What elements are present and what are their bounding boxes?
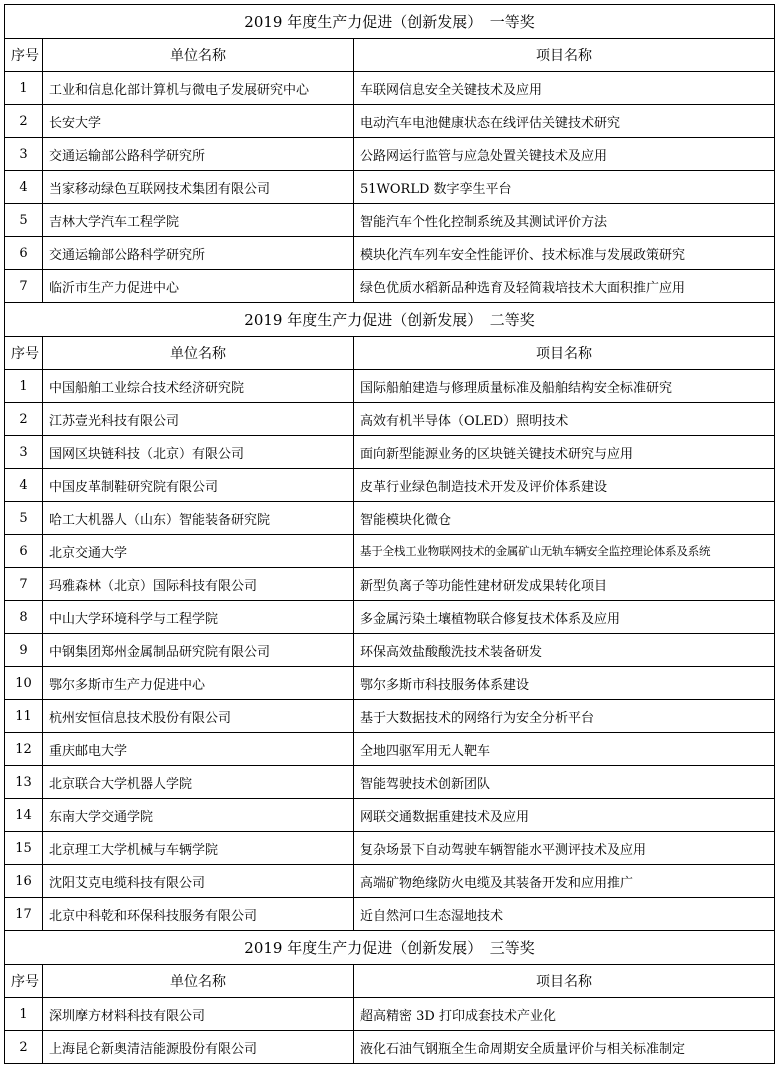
cell-project-name: 多金属污染土壤植物联合修复技术体系及应用 [354, 601, 775, 634]
cell-number: 14 [5, 799, 43, 832]
cell-project-name: 复杂场景下自动驾驶车辆智能水平测评技术及应用 [354, 832, 775, 865]
cell-unit-name: 工业和信息化部计算机与微电子发展研究中心 [43, 72, 354, 105]
cell-number: 2 [5, 403, 43, 436]
table-row [5, 436, 775, 469]
table-row [5, 766, 775, 799]
section-title-row [5, 931, 775, 965]
cell-number: 10 [5, 667, 43, 700]
cell-project-name: 环保高效盐酸酸洗技术装备研发 [354, 634, 775, 667]
cell-unit-name: 杭州安恒信息技术股份有限公司 [43, 700, 354, 733]
header-no: 序号 [5, 39, 43, 72]
cell-unit-name: 哈工大机器人（山东）智能装备研究院 [43, 502, 354, 535]
cell-project-name: 网联交通数据重建技术及应用 [354, 799, 775, 832]
award-document [4, 4, 774, 1064]
cell-number: 4 [5, 171, 43, 204]
cell-number: 1 [5, 998, 43, 1031]
table-row [5, 72, 775, 105]
cell-project-name: 智能汽车个性化控制系统及其测试评价方法 [354, 204, 775, 237]
cell-project-name: 皮革行业绿色制造技术开发及评价体系建设 [354, 469, 775, 502]
header-project: 项目名称 [354, 337, 775, 370]
table-row [5, 370, 775, 403]
cell-number: 11 [5, 700, 43, 733]
cell-number: 6 [5, 535, 43, 568]
section-title-row [5, 5, 775, 39]
table-row [5, 138, 775, 171]
table-row [5, 105, 775, 138]
cell-unit-name: 江苏壹光科技有限公司 [43, 403, 354, 436]
cell-number: 2 [5, 105, 43, 138]
header-unit: 单位名称 [43, 965, 354, 998]
section-title: 2019 年度生产力促进（创新发展） 二等奖 [5, 303, 775, 337]
cell-project-name: 绿色优质水稻新品种选育及轻简栽培技术大面积推广应用 [354, 270, 775, 303]
table-row [5, 998, 775, 1031]
table-row [5, 502, 775, 535]
cell-project-name: 面向新型能源业务的区块链关键技术研究与应用 [354, 436, 775, 469]
table-row [5, 204, 775, 237]
cell-number: 4 [5, 469, 43, 502]
cell-number: 3 [5, 436, 43, 469]
cell-number: 2 [5, 1031, 43, 1064]
cell-project-name: 全地四驱军用无人靶车 [354, 733, 775, 766]
cell-number: 13 [5, 766, 43, 799]
cell-unit-name: 上海昆仑新奥清洁能源股份有限公司 [43, 1031, 354, 1064]
cell-number: 12 [5, 733, 43, 766]
table-row [5, 171, 775, 204]
cell-unit-name: 当家移动绿色互联网技术集团有限公司 [43, 171, 354, 204]
cell-unit-name: 中国皮革制鞋研究院有限公司 [43, 469, 354, 502]
cell-unit-name: 北京联合大学机器人学院 [43, 766, 354, 799]
cell-project-name: 新型负离子等功能性建材研发成果转化项目 [354, 568, 775, 601]
table-row [5, 568, 775, 601]
cell-project-name: 国际船舶建造与修理质量标准及船舶结构安全标准研究 [354, 370, 775, 403]
cell-unit-name: 中山大学环境科学与工程学院 [43, 601, 354, 634]
cell-project-name: 基于全栈工业物联网技术的金属矿山无轨车辆安全监控理论体系及系统 [354, 535, 775, 568]
cell-number: 16 [5, 865, 43, 898]
header-no: 序号 [5, 965, 43, 998]
cell-unit-name: 中钢集团郑州金属制品研究院有限公司 [43, 634, 354, 667]
cell-number: 5 [5, 502, 43, 535]
cell-project-name: 公路网运行监管与应急处置关键技术及应用 [354, 138, 775, 171]
cell-project-name: 高端矿物绝缘防火电缆及其装备开发和应用推广 [354, 865, 775, 898]
cell-number: 5 [5, 204, 43, 237]
table-row [5, 733, 775, 766]
cell-unit-name: 长安大学 [43, 105, 354, 138]
cell-unit-name: 中国船舶工业综合技术经济研究院 [43, 370, 354, 403]
cell-project-name: 基于大数据技术的网络行为安全分析平台 [354, 700, 775, 733]
cell-number: 7 [5, 270, 43, 303]
table-row [5, 1031, 775, 1064]
cell-number: 1 [5, 370, 43, 403]
cell-unit-name: 东南大学交通学院 [43, 799, 354, 832]
award-table [4, 4, 775, 1064]
table-row [5, 535, 775, 568]
section-title-row [5, 303, 775, 337]
table-row [5, 865, 775, 898]
cell-number: 8 [5, 601, 43, 634]
table-row [5, 237, 775, 270]
section-title: 2019 年度生产力促进（创新发展） 三等奖 [5, 931, 775, 965]
table-row [5, 469, 775, 502]
cell-number: 15 [5, 832, 43, 865]
cell-project-name: 近自然河口生态湿地技术 [354, 898, 775, 931]
cell-number: 7 [5, 568, 43, 601]
cell-unit-name: 玛雅森林（北京）国际科技有限公司 [43, 568, 354, 601]
cell-project-name: 液化石油气钢瓶全生命周期安全质量评价与相关标准制定 [354, 1031, 775, 1064]
cell-number: 9 [5, 634, 43, 667]
cell-unit-name: 深圳摩方材料科技有限公司 [43, 998, 354, 1031]
cell-number: 6 [5, 237, 43, 270]
cell-project-name: 电动汽车电池健康状态在线评估关键技术研究 [354, 105, 775, 138]
cell-number: 1 [5, 72, 43, 105]
header-project: 项目名称 [354, 39, 775, 72]
cell-project-name: 智能模块化微仓 [354, 502, 775, 535]
cell-project-name: 智能驾驶技术创新团队 [354, 766, 775, 799]
table-row [5, 700, 775, 733]
cell-unit-name: 重庆邮电大学 [43, 733, 354, 766]
table-row [5, 799, 775, 832]
cell-unit-name: 国网区块链科技（北京）有限公司 [43, 436, 354, 469]
column-header-row [5, 965, 775, 998]
cell-unit-name: 北京交通大学 [43, 535, 354, 568]
cell-unit-name: 北京理工大学机械与车辆学院 [43, 832, 354, 865]
header-project: 项目名称 [354, 965, 775, 998]
table-row [5, 832, 775, 865]
cell-unit-name: 鄂尔多斯市生产力促进中心 [43, 667, 354, 700]
cell-unit-name: 北京中科乾和环保科技服务有限公司 [43, 898, 354, 931]
column-header-row [5, 39, 775, 72]
cell-project-name: 鄂尔多斯市科技服务体系建设 [354, 667, 775, 700]
table-row [5, 403, 775, 436]
cell-project-name: 51WORLD 数字孪生平台 [354, 171, 775, 204]
table-row [5, 601, 775, 634]
cell-project-name: 高效有机半导体（OLED）照明技术 [354, 403, 775, 436]
cell-unit-name: 沈阳艾克电缆科技有限公司 [43, 865, 354, 898]
header-no: 序号 [5, 337, 43, 370]
cell-number: 17 [5, 898, 43, 931]
cell-unit-name: 交通运输部公路科学研究所 [43, 237, 354, 270]
cell-unit-name: 临沂市生产力促进中心 [43, 270, 354, 303]
table-row [5, 898, 775, 931]
header-unit: 单位名称 [43, 337, 354, 370]
cell-number: 3 [5, 138, 43, 171]
header-unit: 单位名称 [43, 39, 354, 72]
table-row [5, 667, 775, 700]
section-title: 2019 年度生产力促进（创新发展） 一等奖 [5, 5, 775, 39]
cell-project-name: 车联网信息安全关键技术及应用 [354, 72, 775, 105]
award-table-body [5, 5, 775, 1064]
cell-project-name: 模块化汽车列车安全性能评价、技术标准与发展政策研究 [354, 237, 775, 270]
table-row [5, 634, 775, 667]
cell-project-name: 超高精密 3D 打印成套技术产业化 [354, 998, 775, 1031]
cell-unit-name: 吉林大学汽车工程学院 [43, 204, 354, 237]
table-row [5, 270, 775, 303]
cell-unit-name: 交通运输部公路科学研究所 [43, 138, 354, 171]
column-header-row [5, 337, 775, 370]
